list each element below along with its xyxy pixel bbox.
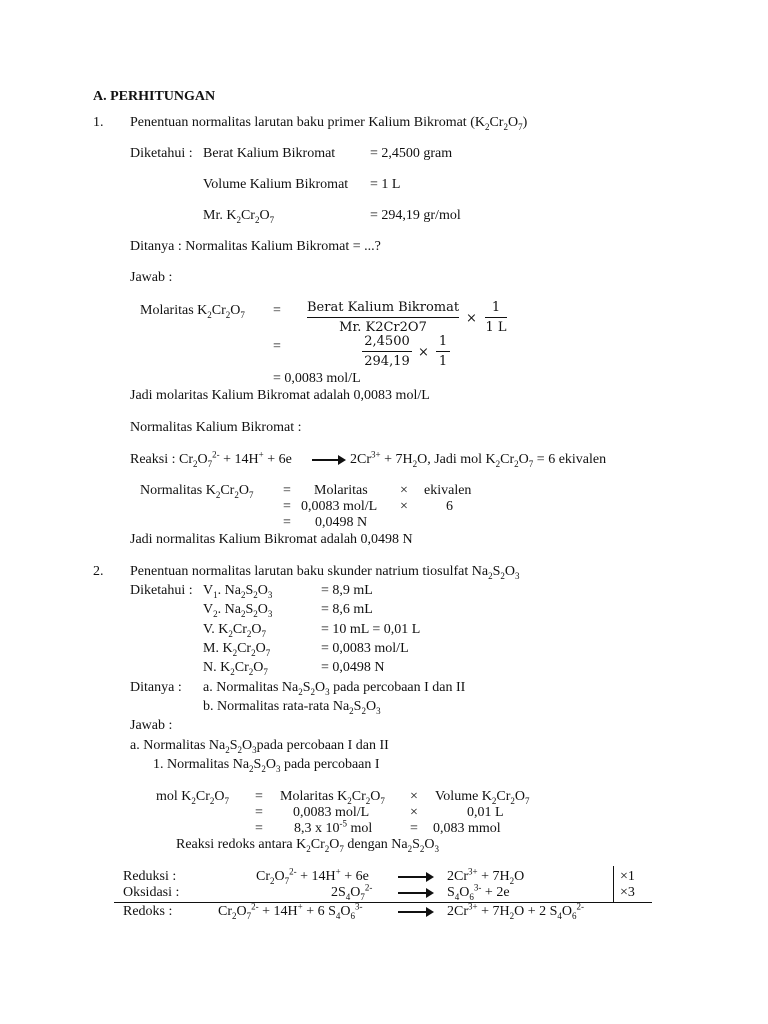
section1-title: Penentuan normalitas larutan baku primer Kalium Bikromat $(K_2Cr_2O_7)$ (130, 115, 528, 132)
redox-right: $2Cr^{3+} + 7H_2O + 2$ $S_4O_6^{2-}$ (447, 901, 585, 921)
fraction4-numerator: 1 (438, 334, 448, 349)
mol-row1-eq: = (255, 789, 263, 804)
mol-row2-times: × (410, 805, 418, 820)
fraction1-bar (307, 317, 459, 318)
mol-row2-a: 0,0083 mol/L (293, 805, 370, 820)
normality-label: Normalitas $K_2Cr_2O_7$ (140, 483, 254, 500)
asked-text: Ditanya : Normalitas Kalium Bikromat = ...? (130, 239, 381, 254)
fraction1-denominator: Mr. K2Cr2O7 (339, 320, 427, 335)
s2-part-a: a. Normalitas $Na_2S_2O_3pada$ percobaan I dan II (130, 738, 389, 755)
fraction4-denominator: 1 (438, 354, 448, 369)
norm-row2-times: × (400, 499, 408, 514)
fraction2-bar (485, 317, 507, 318)
s2-known-n-label: N. $K_2Cr_2O_7$ (203, 660, 268, 677)
s2-answer-label: Jawab : (130, 718, 173, 733)
s2-known-v-value: = 10 mL = 0,01 L (321, 622, 421, 637)
norm-row2-value: 0,0083 mol/L (301, 499, 378, 514)
fraction3-bar (362, 351, 412, 352)
known-volume-value: = 1 L (370, 177, 401, 192)
s2-asked-b: b. Normalitas rata-rata $Na_2S_2O_3$ (203, 699, 381, 716)
s2-known-v2-value: = 8,6 mL (321, 602, 373, 617)
oxidation-label: Oksidasi : (123, 885, 180, 900)
known-volume-label: Volume Kalium Bikromat (203, 177, 349, 192)
sum-line (114, 902, 652, 903)
known-mr-label: Mr. $K_2Cr_2O_7$ (203, 208, 275, 225)
reduction-arrow (398, 872, 434, 882)
known-mass-label: Berat Kalium Bikromat (203, 146, 336, 161)
normality-heading: Normalitas Kalium Bikromat : (130, 420, 302, 435)
redox-arrow (398, 907, 434, 917)
mol-row1-b: Volume $K_2Cr_2O_7$ (435, 789, 530, 806)
fraction1-numerator: Berat Kalium Bikromat (307, 300, 460, 315)
norm-row1-times: × (400, 483, 408, 498)
s2-asked-a: a. Normalitas $Na_2S_2O_3$ pada percobaan I dan II (203, 680, 466, 697)
mol-label: mol $K_2Cr_2O_7$ (156, 789, 230, 806)
s2-known-n-value: = 0,0498 N (321, 660, 385, 675)
mol-row3-eq2: = (410, 821, 418, 836)
reduction-label: Reduksi : (123, 869, 177, 884)
reduction-right: $2Cr^{3+} + 7H_2O$ (447, 866, 525, 886)
item-number-2: 2. (93, 564, 104, 579)
norm-row2-eq: = (283, 499, 291, 514)
norm-row2-factor: 6 (446, 499, 453, 514)
molarity-result: = 0,0083 mol/L (273, 371, 361, 386)
mol-row1-times: × (410, 789, 418, 804)
known-label: Diketahui : (130, 146, 193, 161)
s2-known-label: Diketahui : (130, 583, 193, 598)
s2-known-v-label: V. $K_2Cr_2O_7$ (203, 622, 267, 639)
fraction2-numerator: 1 (491, 300, 501, 315)
normality-conclusion: Jadi normalitas Kalium Bikromat adalah 0,0498 N (130, 532, 413, 547)
s2-known-v1-label: $V_1$. $Na_2S_2O_3$ (203, 583, 273, 600)
known-mass-value: = 2,4500 gram (370, 146, 453, 161)
s2-known-m-label: M. $K_2Cr_2O_7$ (203, 641, 271, 658)
fraction2-denominator: 1 L (485, 320, 507, 335)
mol-row2-eq: = (255, 805, 263, 820)
mol-row3-a: 8,3 x $10^{-5}$ mol (294, 818, 373, 836)
s2-known-v2-label: $V_2$. $Na_2S_2O_3$ (203, 602, 273, 619)
reduction-left: $Cr_2O_7^{2-} + 14H^+ + 6e$ (256, 866, 369, 886)
section-heading: A. PERHITUNGAN (93, 89, 216, 104)
reduction-multiplier: ×1 (620, 869, 635, 884)
fraction3-numerator: 2,4500 (364, 334, 410, 349)
mol-row2-b: 0,01 L (467, 805, 504, 820)
oxidation-arrow (398, 888, 434, 898)
norm-row1-eq: = (283, 483, 291, 498)
reaction-right: $2Cr^{3+} + 7H_2O$, Jadi mol $K_2Cr_2O_7 = 6$ ekivalen (350, 449, 607, 469)
oxidation-left: $2S_4O_7^{2-}$ (331, 882, 373, 902)
known-mr-value: = 294,19 gr/mol (370, 208, 461, 223)
times-sign: × (418, 345, 429, 360)
mol-row1-a: Molaritas $K_2Cr_2O_7$ (280, 789, 385, 806)
norm-row1-value: Molaritas (314, 483, 368, 498)
times-sign: × (466, 311, 477, 326)
item-number-1: 1. (93, 115, 104, 130)
s2-part-a1: 1. Normalitas $Na_2S_2O_3$ pada percobaan I (153, 757, 380, 774)
redox-left: $Cr_2O_7^{2-} + 14H^+ + 6$ $S_4O_6^{3-}$ (218, 901, 363, 921)
norm-row1-factor: ekivalen (424, 483, 472, 498)
oxidation-multiplier: ×3 (620, 885, 635, 900)
section2-title: Penentuan normalitas larutan baku skunder natrium tiosulfat $Na_2S_2O_3$ (130, 564, 520, 581)
reaction-left: Reaksi : $Cr_2O_7^{2-} + 14H^+ + 6e$ (130, 449, 292, 469)
redox-title: Reaksi redoks antara $K_2Cr_2O_7$ dengan $Na_2S_2O_3$ (176, 837, 440, 854)
equals-sign: = (273, 339, 281, 354)
equals-sign: = (273, 303, 281, 318)
s2-known-v1-value: = 8,9 mL (321, 583, 373, 598)
fraction4-bar (436, 351, 450, 352)
multiplier-divider (613, 866, 614, 902)
s2-asked-label: Ditanya : (130, 680, 182, 695)
answer-label: Jawab : (130, 270, 173, 285)
norm-row3-value: 0,0498 N (315, 515, 368, 530)
reaction-arrow (312, 455, 346, 465)
s2-known-m-value: = 0,0083 mol/L (321, 641, 409, 656)
mol-row3-eq: = (255, 821, 263, 836)
molarity-conclusion: Jadi molaritas Kalium Bikromat adalah 0,0083 mol/L (130, 388, 430, 403)
norm-row3-eq: = (283, 515, 291, 530)
oxidation-right: $S_4O_6^{3-} + 2e$ (447, 882, 510, 902)
fraction3-denominator: 294,19 (364, 354, 410, 369)
molarity-label: Molaritas $K_2Cr_2O_7$ (140, 303, 245, 320)
redox-label: Redoks : (123, 904, 173, 919)
mol-row3-b: 0,083 mmol (433, 821, 501, 836)
